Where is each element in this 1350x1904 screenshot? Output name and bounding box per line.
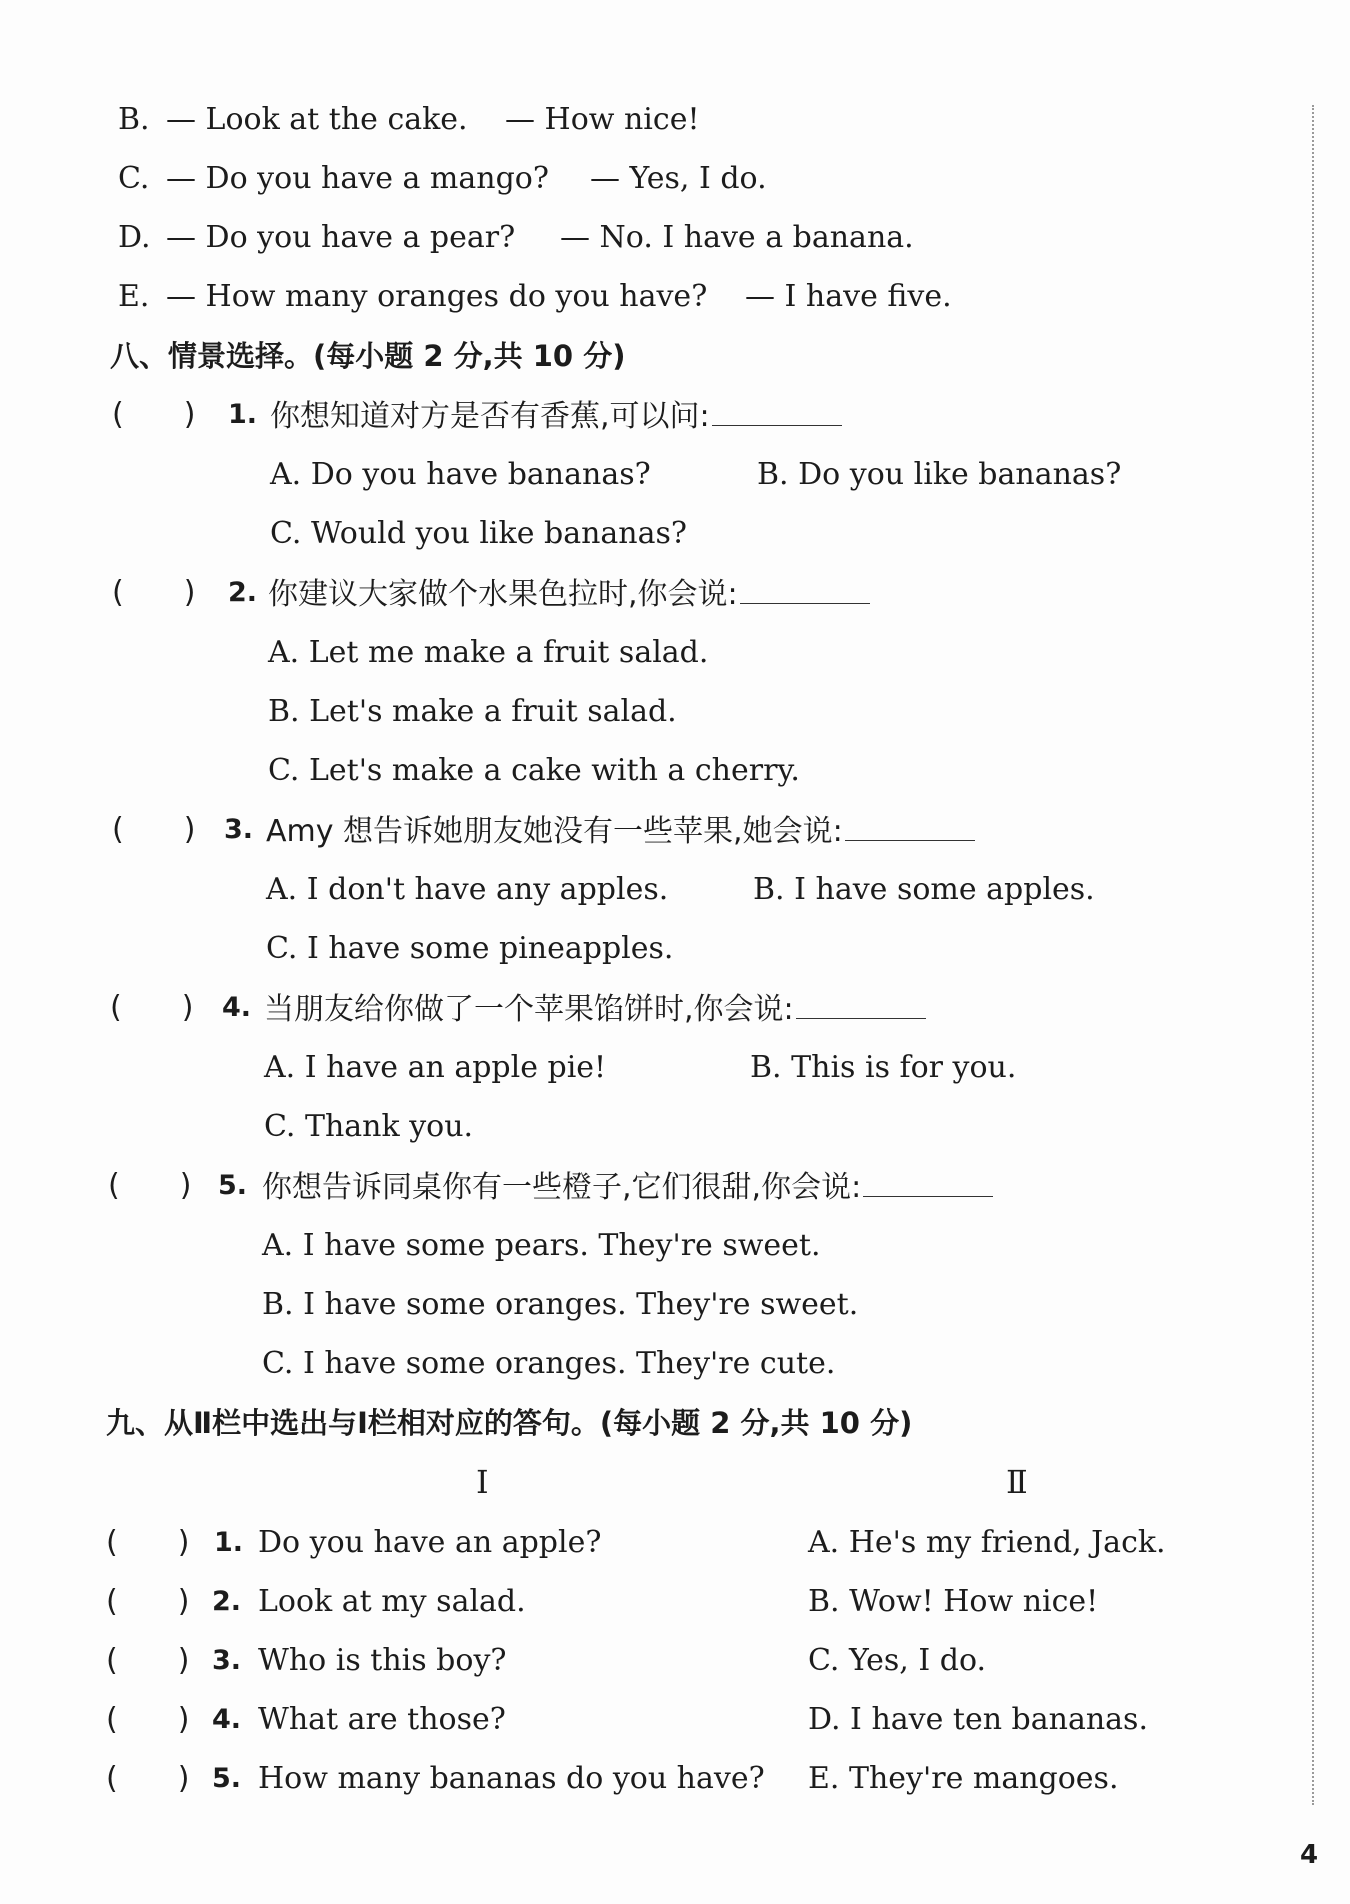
match-answer: C. Yes, I do.: [808, 1643, 987, 1678]
answer-blank: [845, 810, 975, 841]
answer-paren[interactable]: ( ): [112, 575, 196, 610]
column-1-heading: Ⅰ: [476, 1463, 489, 1501]
option-c: C. I have some oranges. They're cute.: [262, 1346, 836, 1381]
answer-paren[interactable]: ( ): [106, 1584, 190, 1619]
question-stem: 你想告诉同桌你有一些橙子,它们很甜,你会说:: [262, 1166, 993, 1208]
prev-option-e-question: — How many oranges do you have?: [166, 279, 708, 314]
option-b: B. I have some oranges. They're sweet.: [262, 1287, 859, 1322]
prev-option-e-answer: — I have five.: [745, 279, 952, 314]
question-stem: 你想知道对方是否有香蕉,可以问:: [270, 395, 842, 437]
option-b: B. I have some apples.: [753, 872, 1095, 907]
question-number: 1.: [214, 1527, 244, 1558]
option-c: C. Thank you.: [264, 1109, 474, 1144]
answer-blank: [796, 988, 926, 1019]
answer-paren[interactable]: ( ): [106, 1702, 190, 1737]
prev-option-b-letter: B.: [118, 102, 150, 137]
section9-heading: 九、从Ⅱ栏中选出与Ⅰ栏相对应的答句。(每小题 2 分,共 10 分): [106, 1406, 913, 1440]
answer-blank: [740, 573, 870, 604]
option-a: A. I have an apple pie!: [264, 1050, 607, 1085]
match-question: What are those?: [258, 1702, 506, 1737]
prev-option-c-answer: — Yes, I do.: [590, 161, 767, 196]
prev-option-c-letter: C.: [118, 161, 150, 196]
option-a: A. Do you have bananas?: [270, 457, 651, 492]
option-b: B. Do you like bananas?: [757, 457, 1122, 492]
option-a: A. I have some pears. They're sweet.: [262, 1228, 821, 1263]
question-stem: 你建议大家做个水果色拉时,你会说:: [268, 573, 870, 615]
match-answer: D. I have ten bananas.: [808, 1702, 1148, 1737]
prev-option-c-question: — Do you have a mango?: [166, 161, 549, 196]
page-number: 4: [1300, 1840, 1319, 1870]
question-number: 3.: [212, 1645, 242, 1676]
prev-option-d-letter: D.: [118, 220, 151, 255]
question-stem: 当朋友给你做了一个苹果馅饼时,你会说:: [264, 988, 926, 1030]
question-number: 3.: [224, 814, 254, 845]
match-answer: A. He's my friend, Jack.: [808, 1525, 1166, 1560]
question-stem: Amy 想告诉她朋友她没有一些苹果,她会说:: [266, 810, 975, 852]
question-number: 4.: [212, 1704, 242, 1735]
option-a: A. I don't have any apples.: [266, 872, 669, 907]
question-number: 1.: [228, 399, 258, 430]
answer-paren[interactable]: ( ): [106, 1643, 190, 1678]
match-question: How many bananas do you have?: [258, 1761, 765, 1796]
prev-option-d-answer: — No. I have a banana.: [560, 220, 914, 255]
match-answer: E. They're mangoes.: [808, 1761, 1119, 1796]
answer-paren[interactable]: ( ): [110, 990, 194, 1025]
match-question: Who is this boy?: [258, 1643, 507, 1678]
answer-paren[interactable]: ( ): [112, 812, 196, 847]
answer-paren[interactable]: ( ): [106, 1525, 190, 1560]
prev-option-d-question: — Do you have a pear?: [166, 220, 516, 255]
option-c: C. I have some pineapples.: [266, 931, 674, 966]
question-number: 4.: [222, 992, 252, 1023]
dotted-cut-line: [1312, 105, 1314, 1805]
answer-paren[interactable]: ( ): [106, 1761, 190, 1796]
option-c: C. Would you like bananas?: [270, 516, 687, 551]
question-number: 2.: [228, 577, 258, 608]
question-number: 2.: [212, 1586, 242, 1617]
option-c: C. Let's make a cake with a cherry.: [268, 753, 800, 788]
column-2-heading: Ⅱ: [1006, 1463, 1028, 1501]
option-a: A. Let me make a fruit salad.: [268, 635, 709, 670]
answer-blank: [712, 395, 842, 426]
answer-paren[interactable]: ( ): [112, 397, 196, 432]
prev-option-e-letter: E.: [118, 279, 150, 314]
answer-paren[interactable]: ( ): [108, 1168, 192, 1203]
answer-blank: [863, 1166, 993, 1197]
question-number: 5.: [218, 1170, 248, 1201]
option-b: B. This is for you.: [750, 1050, 1017, 1085]
question-number: 5.: [212, 1763, 242, 1794]
prev-option-b-answer: — How nice!: [505, 102, 700, 137]
prev-option-b-question: — Look at the cake.: [166, 102, 468, 137]
match-question: Look at my salad.: [258, 1584, 526, 1619]
match-question: Do you have an apple?: [258, 1525, 602, 1560]
match-answer: B. Wow! How nice!: [808, 1584, 1099, 1619]
option-b: B. Let's make a fruit salad.: [268, 694, 677, 729]
section8-heading: 八、情景选择。(每小题 2 分,共 10 分): [110, 339, 626, 373]
